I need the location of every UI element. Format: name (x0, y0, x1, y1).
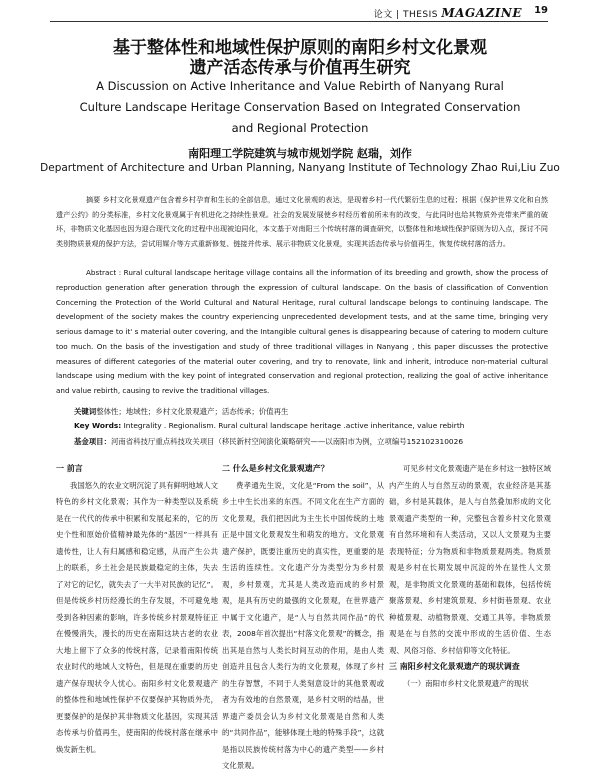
body-column-3 (389, 461, 551, 692)
title-cn-line1: 基于整体性和地域性保护原则的南阳乡村文化景观 (113, 38, 487, 58)
column1-paragraph: 我国悠久的农业文明沉淀了具有鲜明地域人文特色的乡村文化景观；其作为一种类型以及系统是在一代代的传承中积累和发展起来的，它的历史个性和原始价值精神最先体的“基因”一样具有遗传性，让人有归属感和稳定感，从而产生公共上的联系，乡土社会是民族最稳定的主体，失去了对它的记忆，就失去了一大半对民族的记忆”。但是传统乡村历经漫长的生存发展，不可避免地受到各种因素的影响，许多传统乡村景观特征正在慢慢消失，漫长的历史在南阳这块古老的农业大地上留下了众多的传统村落，记录着南阳传统农业时代的地域人文特色，但是现在重要的历史遗产保存现状令人忧心。南阳乡村文化景观遗产的整体性和地域性保护不仅要保护其物质外壳，更要保护的是保护其非物质文化基因，实现其活态传承与价值再生，使南阳的传统村落在继承中焕发新生机。 (56, 480, 218, 754)
page-number: 19 (534, 5, 548, 16)
abstract-en: Abstract : Rural cultural landscape heritage village contains all the information of its breeding and growth, show the process of reproduction generation after generation through the expression of cultural landscape. On the basis of classification of Convention Concerning the Protection of the World Cultural and Natural Heritage, rural cultural landscape belongs to continuing landscape. The development of the society makes the country experiencing unprecedented development tests, and at the same time, bringing very serious damage to it' s material outer covering, and the Intangible cultural genes is disappearing because of catering to modern culture too much. On the basis of the investigation and study of three traditional villages in Nanyang , this paper discusses the protective measures of different categories of the material outer covering, and try to renovate, link and inherit, introduce non-material cultural landscape using medium with the key point of integrated conservation and regional protection, realizing the goal of active inheritance and value rebirth, causing to revive the traditional villages. (56, 268, 548, 395)
body-column-1 (56, 461, 218, 758)
section-heading-1: 一 前言 (56, 464, 83, 473)
title-cn-line2: 遗产活态传承与价值再生研究 (189, 58, 411, 78)
title-en-line1: A Discussion on Active Inheritance and Value Rebirth of Nanyang Rural (96, 79, 504, 93)
running-header (374, 6, 522, 20)
title-en-line3: and Regional Protection (231, 121, 369, 135)
fund-label: 基金项目： (74, 437, 111, 446)
body-column-2 (222, 461, 384, 775)
column3-subheading: （一）南阳市乡村文化景观遗产的现状 (403, 678, 529, 688)
section-heading-3: 三 南阳乡村文化景观遗产的现状调查 (389, 662, 520, 671)
keywords-en (74, 421, 464, 430)
keywords-cn (74, 406, 288, 417)
column3-paragraph: 可见乡村文化景观遗产是在乡村这一独特区域内产生的人与自然互动的景观，农业经济是其基础，乡村是其载体，是人与自然叠加形成的文化景观遗产类型的一种，完整包含着乡村文化景观有自然环境和有人类活动，又以人文景观为主要表现特征；分为物质和非物质景观两类。物质景观是乡村在长期发展中沉淀的外在显性人文景观，是非物质文化景观的基础和载体，包括传统聚落景观、乡村建筑景观、乡村街巷景观、农业种植景观、动植物景观、交通工具等。非物质景观是在与自然的交流中形成的生活价值、生态观、风俗习俗、乡村信仰等文化特征。 (389, 464, 551, 655)
title-en-line2: Culture Landscape Heritage Conservation Based on Integrated Conservation (79, 100, 521, 114)
authors-en: Department of Architecture and Urban Planning, Nanyang Institute of Technology Zhao Rui,Liu Zuo (40, 162, 560, 174)
column2-paragraph: 费孝通先生说，文化是“From the soil”，从乡土中生长出来的东西。不同文化在生产方面的文化景观，我们把因此为主生长中国传统的土地正是中国文化景观发生和萌发的地方。文化景观遗产保护，既要注重历史的真实性，更重要的是生活的连续性。文化遗产分为类型分为乡村景观，乡村景观，尤其是人类改造而成的乡村景观，是具有历史的最强的文化景观，在世界遗产中属于文化遗产，是“人与自然共同作品”的代表，2008年首次提出“村落文化景观”的概念，指出其是自然与人类长时间互动的作用，是由人类创造并且包含人类行为的文化景观，体现了乡村的生存智慧，不同于人类刻意设计的其他景观或者为有效地的自然景观，是乡村文明的结晶，世界遗产委员会认为乡村文化景观是自然和人类的“共同作品”，能够体现土地的特殊手段”，这就是指以民族传统村落为中心的遗产类型——乡村文化景观。 (222, 480, 384, 770)
abstract-cn: 摘要 乡村文化景观遗产包含着乡村孕育和生长的全部信息，通过文化景观的表达，是现着乡村一代代繁衍生息的过程；根据《保护世界文化和自然遗产公约》的分类标准，乡村文化景观属于有机进化之持续性景观。社会的发展发展使乡村经历着前所未有的改变，与此同时也给其物质外壳带来严重的破坏，非物质文化基因也因为迎合现代文化的过程中出现被迫同化，本文基于对南阳三个传统村落的调查研究，以整体性和地域性保护原则为切入点，探讨不同类别物质景观的保护方法，尝试用媒介等方式重新修复、链接并传承、展示非物质文化景观，实现其活态传承与价值再生，恢复传统村落的活力。 (56, 195, 548, 248)
authors-cn: 南阳理工学院建筑与城市规划学院 赵瑞，刘作 (188, 147, 412, 160)
fund-info (74, 436, 463, 447)
keywords-en-label: Key Words: (74, 421, 122, 430)
keywords-en-text: Integrality . Regionalism. Rural cultural landscape heritage .active inheritance, value rebirth (123, 421, 465, 430)
keywords-cn-text: 整体性；地域性；乡村文化景观遗产；活态传承；价值再生 (96, 407, 289, 416)
section-label: 论文 | THESIS (373, 10, 438, 20)
magazine-name: MAGAZINE (441, 6, 522, 20)
header-rule (50, 21, 548, 22)
fund-text: 河南省科技厅重点科技攻关项目（移民新村空间演化策略研究——以南阳市为例，立项编号152102310026 (110, 437, 464, 446)
section-heading-2: 二 什么是乡村文化景观遗产？ (222, 464, 329, 473)
keywords-cn-label: 关键词 (74, 407, 97, 416)
